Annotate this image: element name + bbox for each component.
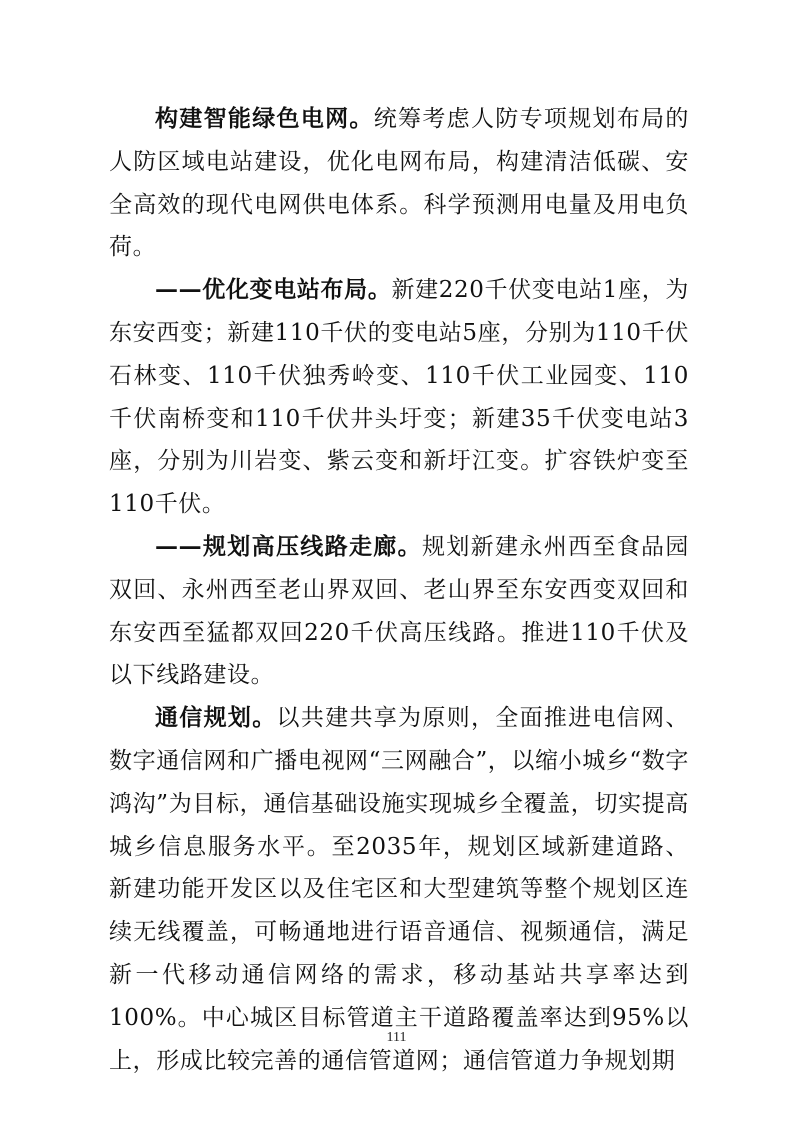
paragraph-hv-corridor (109, 526, 689, 697)
paragraph-text: 新建220千伏变电站1座，为东安西变；新建110千伏的变电站5座，分别为110千伏石林变、110千伏独秀岭变、110千伏工业园变、110千伏南桥变和110千伏井头圩变；新建35千伏变电站3座，分别为川岩变、紫云变和新圩江变。扩容铁炉变至110千伏。 (109, 277, 690, 518)
paragraph-lead: 通信规划。 (155, 704, 277, 732)
page-number: 111 (386, 1030, 407, 1045)
paragraph-text: 以共建共享为原则，全面推进电信网、数字通信网和广播电视网“三网融合”，以缩小城乡“数字鸿沟”为目标，通信基础设施实现城乡全覆盖，切实提高城乡信息服务水平。至2035年，规划区域新建道路、新建功能开发区以及住宅区和大型建筑等整个规划区连续无线覆盖，可畅通地进行语音通信、视频通信，满足新一代移动通信网络的需求，移动基站共享率达到100%。中心城区目标管道主干道路覆盖率达到95%以上，形成比较完善的通信管道网；通信管道力争规划期 (109, 705, 690, 1074)
paragraph-text: 规划新建永州西至食品园双回、永州西至老山界双回、老山界至东安西变双回和东安西至猛都双回220千伏高压线路。推进110千伏及以下线路建设。 (109, 533, 689, 689)
paragraph-lead: ——规划高压线路走廊。 (155, 532, 422, 560)
paragraph-lead: 构建智能绿色电网。 (155, 105, 374, 132)
paragraph-lead: ——优化变电站布局。 (155, 276, 392, 304)
body-text (109, 98, 689, 1082)
paragraph-text: 统筹考虑人防专项规划布局的人防区域电站建设，优化电网布局，构建清洁低碳、安全高效的现代电网供电体系。科学预测用电量及用电负荷。 (109, 106, 689, 261)
paragraph-communications (109, 697, 689, 1082)
paragraph-smart-grid (109, 98, 689, 269)
paragraph-substation-layout (109, 269, 689, 526)
